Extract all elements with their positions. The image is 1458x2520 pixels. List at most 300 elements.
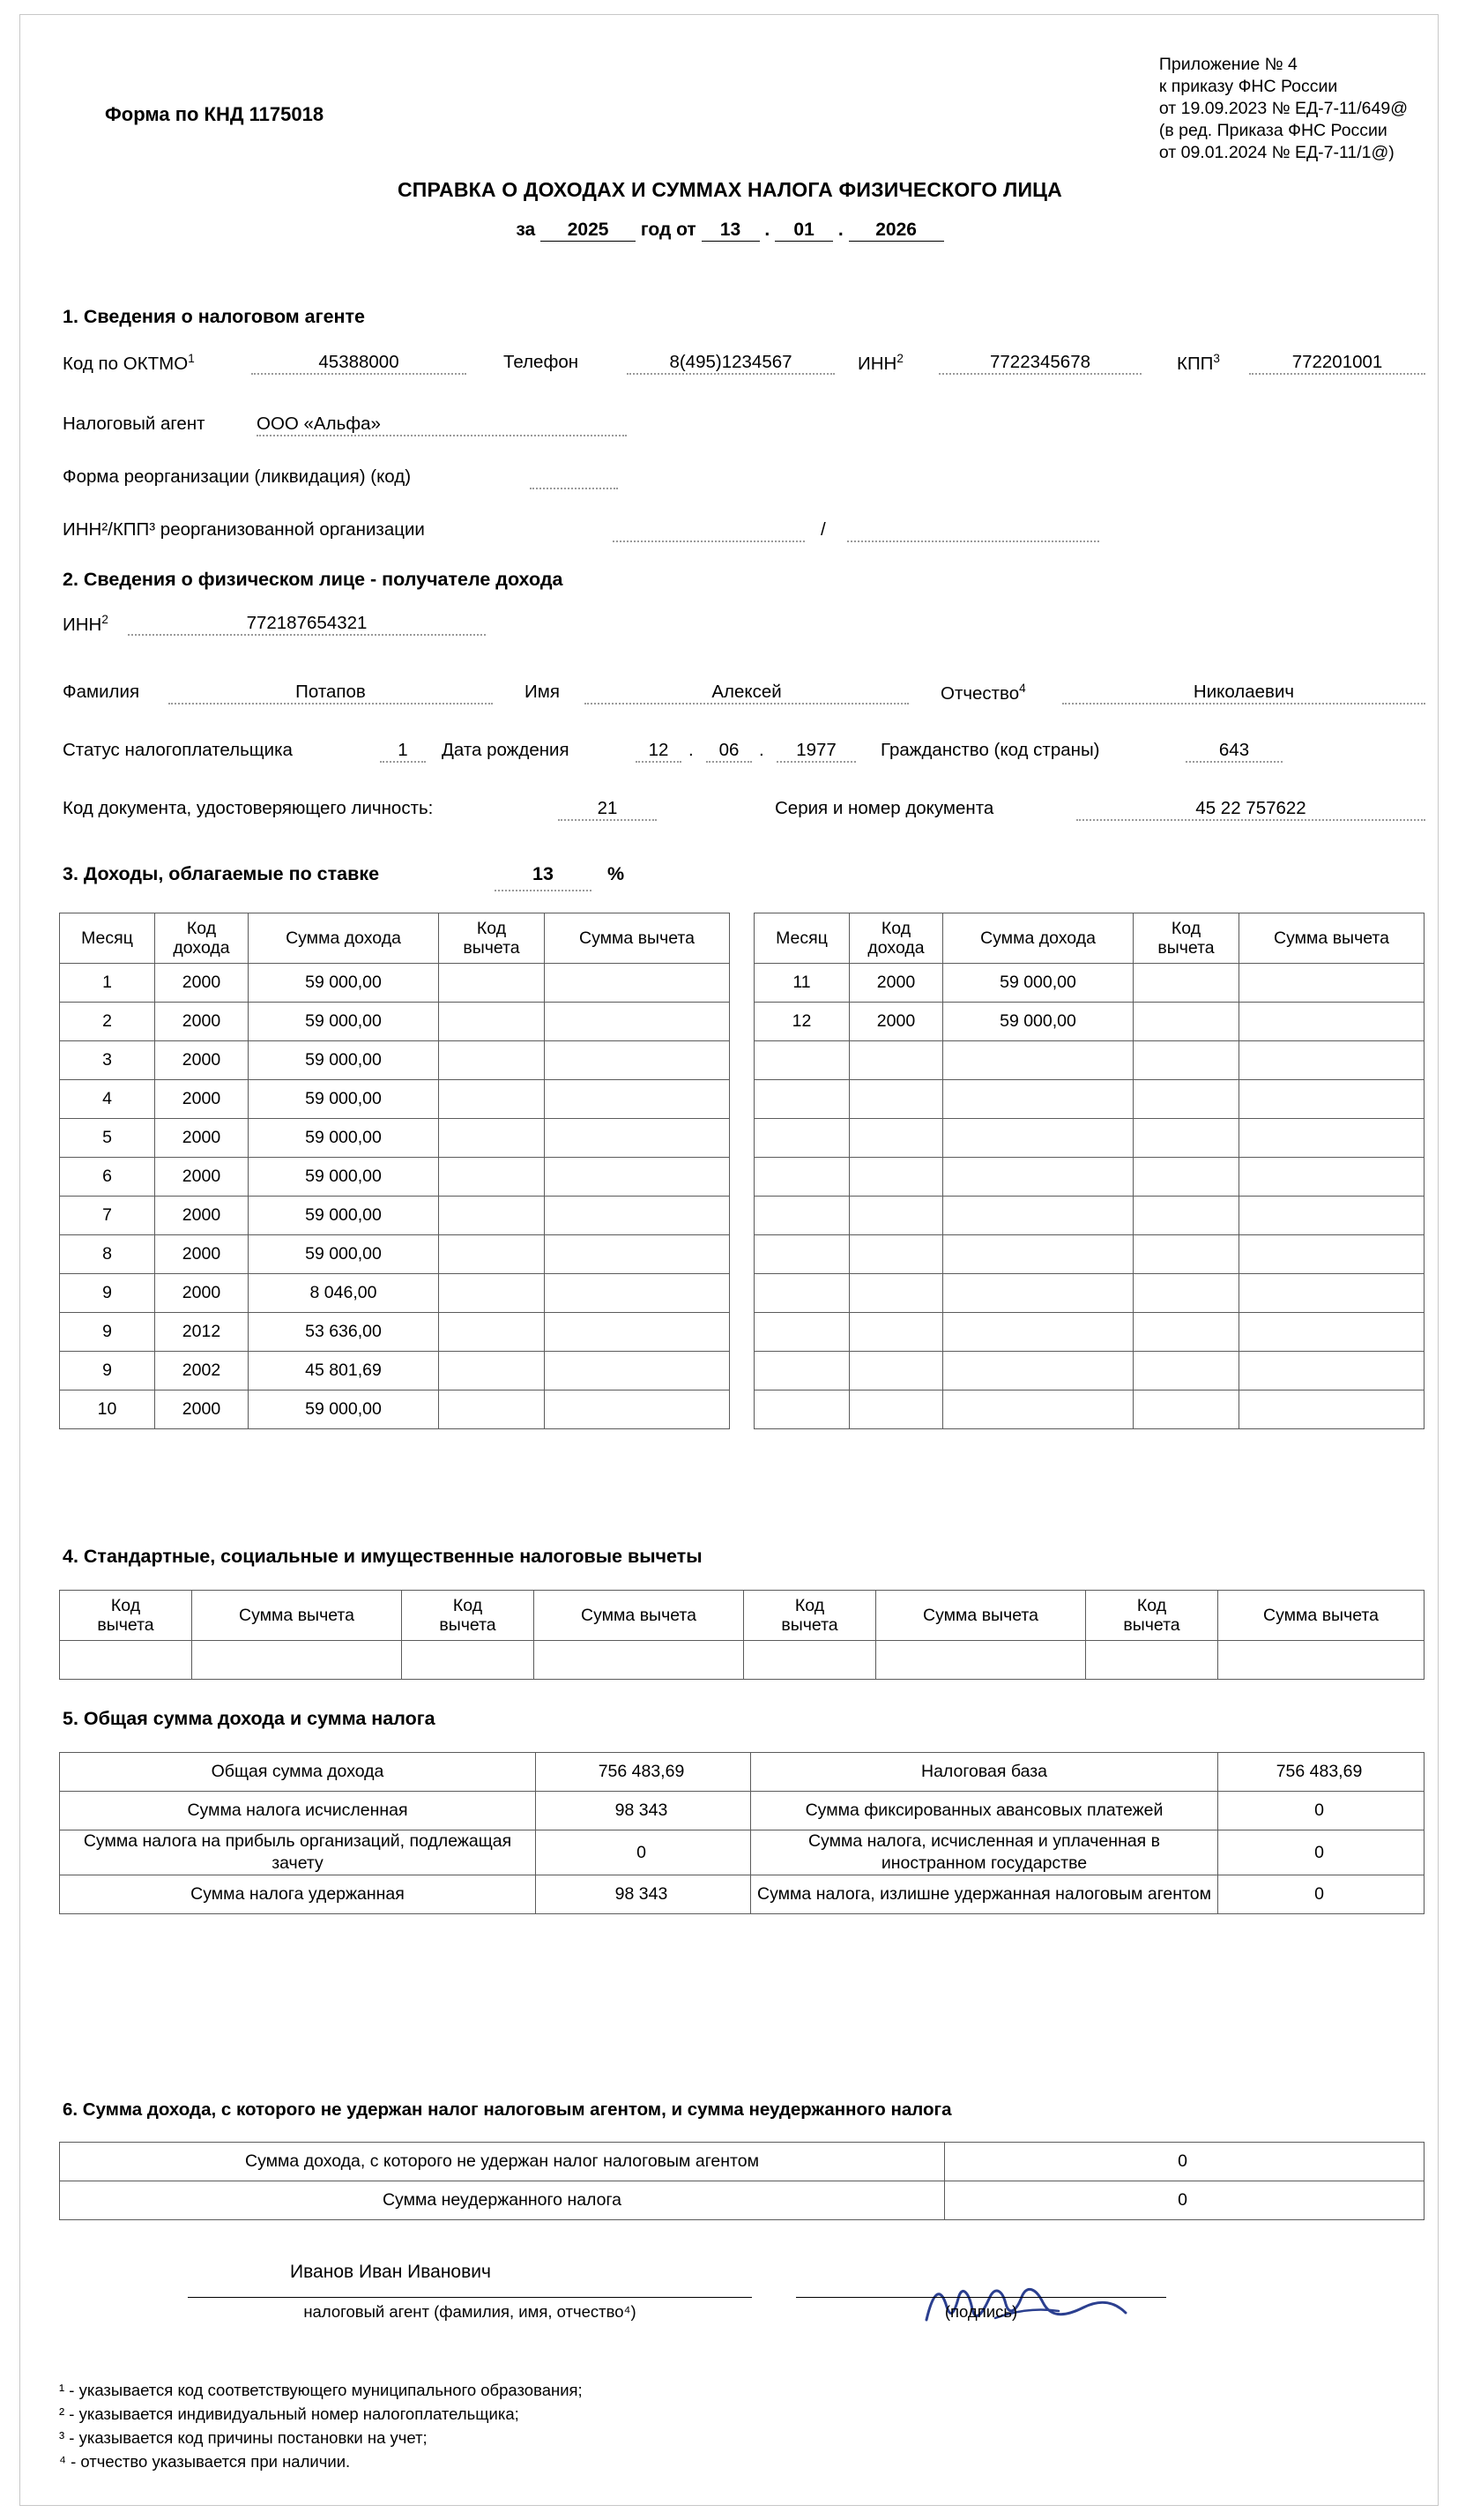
cell-month[interactable]: 7	[60, 1197, 155, 1235]
unwithheld-body	[60, 2143, 1425, 2220]
cell-income-sum[interactable]: 45 801,69	[249, 1352, 439, 1390]
table-row	[60, 1119, 730, 1158]
cell-deduction-sum[interactable]	[1239, 1352, 1425, 1390]
cell-month[interactable]: 8	[60, 1235, 155, 1274]
cell-income-sum[interactable]	[943, 1119, 1134, 1158]
cell-deduction-code[interactable]	[439, 1041, 545, 1080]
cell-income-code[interactable]: 2000	[155, 1003, 249, 1041]
patronymic-label-text: Отчество	[941, 682, 1020, 704]
birth-year-value[interactable]: 1977	[796, 740, 837, 760]
table-row	[60, 1390, 730, 1429]
total-label-right: Сумма фиксированных авансовых платежей	[751, 1792, 1218, 1830]
cell-income-code[interactable]	[850, 1390, 943, 1429]
agent-inn-value[interactable]: 7722345678	[989, 352, 1090, 372]
reorg-kpp-underline	[847, 541, 1099, 542]
cell-income-code[interactable]	[850, 1352, 943, 1390]
oktmo-footnote: 1	[188, 352, 195, 365]
cell-income-sum[interactable]: 8 046,00	[249, 1274, 439, 1313]
cell-deduction-sum[interactable]	[1239, 1313, 1425, 1352]
cell-deduction-code[interactable]	[439, 1274, 545, 1313]
table-row	[60, 2181, 1425, 2220]
agent-kpp-underline	[1249, 373, 1425, 375]
cell-deduction-sum[interactable]	[1239, 1235, 1425, 1274]
cell-month[interactable]: 4	[60, 1080, 155, 1119]
cell-income-code[interactable]: 2012	[155, 1313, 249, 1352]
cell-income-sum[interactable]	[943, 1352, 1134, 1390]
reorg-inn-kpp-label: ИНН²/КПП³ реорганизованной организации	[63, 519, 425, 540]
citizenship-underline	[1186, 761, 1283, 763]
unwithheld-table	[59, 2142, 1425, 2220]
cell-deduction-code[interactable]	[1134, 964, 1239, 1003]
agent-name-label: Налоговый агент	[63, 414, 205, 434]
total-value-right[interactable]: 756 483,69	[1218, 1753, 1425, 1792]
cell-deduction-code[interactable]	[1134, 1041, 1239, 1080]
cell-deduction-sum[interactable]	[1218, 1641, 1425, 1680]
birth-month-value[interactable]: 06	[718, 740, 740, 760]
totals-body	[60, 1753, 1425, 1914]
doc-code-label: Код документа, удостоверяющего личность:	[63, 798, 434, 818]
cell-deduction-code[interactable]	[60, 1641, 192, 1680]
section-2-title: 2. Сведения о физическом лице - получателе дохода	[63, 569, 563, 590]
footnotes-block	[59, 2378, 583, 2473]
cell-income-code[interactable]: 2000	[155, 1080, 249, 1119]
cell-deduction-sum[interactable]	[1239, 1274, 1425, 1313]
cell-deduction-code[interactable]	[402, 1641, 534, 1680]
cell-month[interactable]: 12	[755, 1003, 850, 1041]
cell-deduction-code[interactable]	[439, 1352, 545, 1390]
cell-month[interactable]: 3	[60, 1041, 155, 1080]
col-month: Месяц	[755, 913, 850, 964]
cell-deduction-code[interactable]	[439, 1080, 545, 1119]
cell-deduction-code[interactable]	[1134, 1313, 1239, 1352]
cell-month[interactable]: 9	[60, 1313, 155, 1352]
cell-deduction-sum[interactable]	[876, 1641, 1086, 1680]
agent-name-value[interactable]: ООО «Альфа»	[257, 414, 381, 434]
cell-income-code[interactable]: 2000	[850, 964, 943, 1003]
percent-sign: %	[607, 863, 625, 884]
oktmo-underline	[251, 373, 466, 375]
cell-income-sum[interactable]: 59 000,00	[943, 964, 1134, 1003]
agent-kpp-footnote: 3	[1213, 352, 1220, 365]
cell-month[interactable]	[755, 1235, 850, 1274]
patronymic-value[interactable]: Николаевич	[1193, 682, 1295, 702]
cell-deduction-sum[interactable]	[545, 1274, 730, 1313]
cell-income-sum[interactable]	[943, 1197, 1134, 1235]
rate-underline	[495, 890, 591, 891]
patronymic-label	[941, 682, 1026, 705]
cell-deduction-sum[interactable]	[1239, 1197, 1425, 1235]
date-year-value: 2026	[849, 220, 944, 242]
cell-deduction-code[interactable]	[439, 1390, 545, 1429]
cell-deduction-code[interactable]	[1134, 1119, 1239, 1158]
cell-deduction-sum[interactable]	[534, 1641, 744, 1680]
cell-month[interactable]	[755, 1080, 850, 1119]
total-value-left[interactable]: 0	[536, 1830, 751, 1875]
cell-income-code[interactable]	[850, 1313, 943, 1352]
table-row	[60, 1274, 730, 1313]
col-deduction-sum: Сумма вычета	[1218, 1591, 1425, 1641]
cell-deduction-code[interactable]	[439, 964, 545, 1003]
col-deduction-code: Код вычета	[744, 1591, 876, 1641]
cell-deduction-sum[interactable]	[545, 1041, 730, 1080]
table-row	[60, 1197, 730, 1235]
cell-income-code[interactable]	[850, 1041, 943, 1080]
cell-income-sum[interactable]	[943, 1235, 1134, 1274]
table-row	[755, 1119, 1425, 1158]
col-deduction-sum: Сумма вычета	[1239, 913, 1425, 964]
cell-income-sum[interactable]: 59 000,00	[249, 1390, 439, 1429]
income-table-right-body	[755, 964, 1425, 1429]
cell-month[interactable]: 5	[60, 1119, 155, 1158]
agent-name-signline	[188, 2297, 752, 2298]
cell-income-code[interactable]	[850, 1197, 943, 1235]
cell-deduction-code[interactable]	[1134, 1003, 1239, 1041]
table-row	[755, 1352, 1425, 1390]
agent-inn-underline	[939, 373, 1142, 375]
date-dot-2: .	[837, 220, 844, 240]
cell-deduction-sum[interactable]	[1239, 1390, 1425, 1429]
table-row	[60, 1792, 1425, 1830]
income-table-right	[754, 913, 1425, 1429]
agent-kpp-label	[1177, 352, 1220, 375]
birth-year-underline	[777, 761, 856, 763]
table-row	[60, 1641, 1425, 1680]
table-row	[60, 1830, 1425, 1875]
reorg-inn-underline	[613, 541, 805, 542]
table-row	[60, 1753, 1425, 1792]
knd-form-code: Форма по КНД 1175018	[105, 103, 324, 125]
cell-income-code[interactable]: 2000	[155, 1041, 249, 1080]
cell-month[interactable]: 2	[60, 1003, 155, 1041]
cell-month[interactable]: 6	[60, 1158, 155, 1197]
unwithheld-label: Сумма неудержанного налога	[60, 2181, 945, 2220]
birth-day-underline	[636, 761, 681, 763]
cell-deduction-sum[interactable]	[545, 1235, 730, 1274]
tax-rate-value[interactable]: 13	[532, 863, 554, 884]
table-row	[60, 1158, 730, 1197]
table-row	[60, 1235, 730, 1274]
cell-deduction-code[interactable]	[744, 1641, 876, 1680]
cell-income-sum[interactable]	[943, 1080, 1134, 1119]
taxpayer-status-underline	[380, 761, 426, 763]
document-period-line	[20, 220, 1439, 242]
cell-month[interactable]	[755, 1041, 850, 1080]
doc-number-label: Серия и номер документа	[775, 798, 994, 818]
cell-income-code[interactable]: 2000	[155, 1158, 249, 1197]
section-1-title: 1. Сведения о налоговом агенте	[63, 306, 366, 327]
cell-deduction-code[interactable]	[1134, 1274, 1239, 1313]
cell-income-code[interactable]	[850, 1080, 943, 1119]
cell-income-code[interactable]: 2000	[155, 1274, 249, 1313]
form-sheet	[19, 14, 1439, 2506]
cell-income-sum[interactable]: 59 000,00	[249, 1235, 439, 1274]
cell-month[interactable]	[755, 1313, 850, 1352]
cell-deduction-sum[interactable]	[1239, 964, 1425, 1003]
birthdate-label: Дата рождения	[442, 740, 569, 760]
person-inn-footnote: 2	[101, 613, 108, 626]
table-row	[60, 1875, 1425, 1914]
table-row	[755, 1390, 1425, 1429]
table-row	[755, 1313, 1425, 1352]
surname-underline	[168, 703, 493, 705]
col-income-code: Код дохода	[155, 913, 249, 964]
cell-income-code[interactable]: 2000	[155, 1119, 249, 1158]
phone-underline	[627, 373, 835, 375]
doc-number-underline	[1076, 819, 1425, 821]
doc-code-value[interactable]: 21	[597, 798, 618, 818]
unwithheld-label: Сумма дохода, с которого не удержан налог налоговым агентом	[60, 2143, 945, 2181]
table-row	[755, 1235, 1425, 1274]
cell-income-sum[interactable]: 59 000,00	[249, 1158, 439, 1197]
table-row	[60, 1352, 730, 1390]
cell-deduction-code[interactable]	[439, 1119, 545, 1158]
cell-deduction-sum[interactable]	[545, 1003, 730, 1041]
cell-deduction-sum[interactable]	[1239, 1158, 1425, 1197]
appendix-block	[1159, 54, 1408, 164]
col-month: Месяц	[60, 913, 155, 964]
cell-deduction-code[interactable]	[439, 1003, 545, 1041]
total-value-right[interactable]: 0	[1218, 1875, 1425, 1914]
cell-month[interactable]	[755, 1390, 850, 1429]
cell-deduction-sum[interactable]	[545, 1119, 730, 1158]
footnote-3: ³ - указывается код причины постановки на учет;	[59, 2428, 428, 2447]
cell-month[interactable]	[755, 1158, 850, 1197]
cell-deduction-sum[interactable]	[545, 1352, 730, 1390]
oktmo-value[interactable]: 45388000	[318, 352, 399, 372]
phone-value[interactable]: 8(495)1234567	[669, 352, 792, 372]
cell-month[interactable]: 1	[60, 964, 155, 1003]
signature-signline	[796, 2297, 1166, 2298]
patronymic-underline	[1062, 703, 1425, 705]
deductions-table	[59, 1590, 1425, 1680]
person-inn-label	[63, 613, 108, 636]
reorg-form-underline	[530, 488, 618, 489]
agent-signature-name: Иванов Иван Иванович	[290, 2262, 491, 2282]
citizenship-value[interactable]: 643	[1218, 740, 1250, 760]
appendix-line-3: от 19.09.2023 № ЕД-7-11/649@	[1158, 99, 1408, 118]
cell-income-sum[interactable]	[943, 1313, 1134, 1352]
col-deduction-sum: Сумма вычета	[192, 1591, 402, 1641]
total-label-left: Сумма налога исчисленная	[60, 1792, 536, 1830]
firstname-label: Имя	[524, 682, 560, 702]
cell-deduction-code[interactable]	[1134, 1235, 1239, 1274]
doc-number-value[interactable]: 45 22 757622	[1195, 798, 1306, 818]
cell-deduction-code[interactable]	[439, 1235, 545, 1274]
cell-month[interactable]: 9	[60, 1274, 155, 1313]
cell-income-code[interactable]	[850, 1235, 943, 1274]
citizenship-label: Гражданство (код страны)	[881, 740, 1100, 760]
cell-deduction-sum[interactable]	[545, 1313, 730, 1352]
deductions-header-row	[60, 1591, 1425, 1641]
col-income-sum: Сумма дохода	[249, 913, 439, 964]
table-row	[755, 1197, 1425, 1235]
table-row	[60, 1080, 730, 1119]
total-label-left: Сумма налога на прибыль организаций, подлежащая зачету	[60, 1830, 536, 1875]
total-value-right[interactable]: 0	[1218, 1792, 1425, 1830]
cell-deduction-code[interactable]	[1134, 1352, 1239, 1390]
section-4-title: 4. Стандартные, социальные и имущественные налоговые вычеты	[63, 1546, 703, 1567]
unwithheld-value[interactable]: 0	[945, 2143, 1425, 2181]
table-row	[60, 964, 730, 1003]
income-table-left-body	[60, 964, 730, 1429]
document-title: СПРАВКА О ДОХОДАХ И СУММАХ НАЛОГА ФИЗИЧЕСКОГО ЛИЦА	[397, 178, 1062, 201]
total-label-right: Сумма налога, излишне удержанная налоговым агентом	[751, 1875, 1218, 1914]
cell-income-sum[interactable]: 59 000,00	[249, 1003, 439, 1041]
cell-income-code[interactable]: 2000	[155, 1390, 249, 1429]
cell-month[interactable]	[755, 1197, 850, 1235]
cell-month[interactable]	[755, 1352, 850, 1390]
table-row	[60, 2143, 1425, 2181]
cell-deduction-sum[interactable]	[1239, 1080, 1425, 1119]
cell-deduction-code[interactable]	[439, 1197, 545, 1235]
cell-deduction-code[interactable]	[1134, 1390, 1239, 1429]
cell-income-code[interactable]	[850, 1158, 943, 1197]
col-deduction-code: Код вычета	[60, 1591, 192, 1641]
firstname-value[interactable]: Алексей	[711, 682, 782, 702]
person-inn-label-text: ИНН	[63, 614, 102, 635]
reorg-slash: /	[821, 519, 826, 540]
cell-deduction-code[interactable]	[1134, 1197, 1239, 1235]
oktmo-label	[63, 352, 195, 375]
col-deduction-code: Код вычета	[1134, 913, 1239, 964]
col-deduction-code: Код вычета	[402, 1591, 534, 1641]
cell-month[interactable]: 10	[60, 1390, 155, 1429]
totals-table	[59, 1752, 1425, 1914]
reorg-form-label: Форма реорганизации (ликвидация) (код)	[63, 466, 412, 487]
table-row	[755, 1003, 1425, 1041]
cell-income-code[interactable]: 2000	[850, 1003, 943, 1041]
cell-month[interactable]: 11	[755, 964, 850, 1003]
total-value-left[interactable]: 756 483,69	[536, 1753, 751, 1792]
cell-income-sum[interactable]: 59 000,00	[249, 1197, 439, 1235]
cell-income-sum[interactable]: 59 000,00	[249, 964, 439, 1003]
table-row	[755, 1158, 1425, 1197]
cell-deduction-code[interactable]	[1134, 1158, 1239, 1197]
cell-deduction-sum[interactable]	[192, 1641, 402, 1680]
col-deduction-sum: Сумма вычета	[534, 1591, 744, 1641]
cell-income-sum[interactable]: 59 000,00	[249, 1080, 439, 1119]
cell-deduction-sum[interactable]	[545, 1080, 730, 1119]
birth-day-value[interactable]: 12	[648, 740, 669, 760]
period-za-label: за	[516, 220, 536, 240]
cell-income-code[interactable]: 2000	[155, 1197, 249, 1235]
cell-deduction-sum[interactable]	[545, 1158, 730, 1197]
cell-deduction-code[interactable]	[1086, 1641, 1218, 1680]
cell-deduction-sum[interactable]	[1239, 1003, 1425, 1041]
total-value-left[interactable]: 98 343	[536, 1792, 751, 1830]
period-year-value: 2025	[540, 220, 636, 242]
cell-month[interactable]	[755, 1119, 850, 1158]
agent-inn-label-text: ИНН	[858, 353, 897, 374]
cell-deduction-code[interactable]	[439, 1158, 545, 1197]
col-deduction-code: Код вычета	[439, 913, 545, 964]
unwithheld-value[interactable]: 0	[945, 2181, 1425, 2220]
cell-income-code[interactable]: 2000	[155, 1235, 249, 1274]
table-row	[755, 1080, 1425, 1119]
cell-deduction-sum[interactable]	[1239, 1119, 1425, 1158]
agent-inn-footnote: 2	[896, 352, 904, 365]
cell-deduction-sum[interactable]	[545, 1390, 730, 1429]
period-god-ot-label: год от	[640, 220, 696, 240]
taxpayer-status-label: Статус налогоплательщика	[63, 740, 293, 760]
table-row	[755, 1274, 1425, 1313]
income-table-left-header-row	[60, 913, 730, 964]
cell-income-sum[interactable]	[943, 1274, 1134, 1313]
cell-income-code[interactable]	[850, 1274, 943, 1313]
surname-value[interactable]: Потапов	[295, 682, 366, 702]
table-row	[60, 1041, 730, 1080]
income-table-left	[59, 913, 730, 1429]
agent-name-caption: налоговый агент (фамилия, имя, отчество⁴)	[303, 2302, 636, 2321]
deductions-body	[60, 1641, 1425, 1680]
date-month-value: 01	[775, 220, 833, 242]
cell-income-sum[interactable]: 59 000,00	[249, 1041, 439, 1080]
agent-kpp-value[interactable]: 772201001	[1291, 352, 1383, 372]
section-3-title: 3. Доходы, облагаемые по ставке	[63, 863, 380, 884]
total-label-left: Общая сумма дохода	[60, 1753, 536, 1792]
signature-caption: (подпись)	[944, 2302, 1018, 2321]
firstname-underline	[584, 703, 909, 705]
cell-deduction-sum[interactable]	[545, 1197, 730, 1235]
cell-income-code[interactable]: 2000	[155, 964, 249, 1003]
cell-income-sum[interactable]	[943, 1158, 1134, 1197]
col-income-code: Код дохода	[850, 913, 943, 964]
agent-inn-label	[858, 352, 904, 375]
col-deduction-sum: Сумма вычета	[876, 1591, 1086, 1641]
cell-income-sum[interactable]: 53 636,00	[249, 1313, 439, 1352]
surname-label: Фамилия	[63, 682, 140, 702]
table-row	[755, 1041, 1425, 1080]
oktmo-label-text: Код по ОКТМО	[63, 353, 189, 374]
footnote-2: ² - указывается индивидуальный номер налогоплательщика;	[59, 2404, 519, 2423]
cell-income-sum[interactable]: 59 000,00	[249, 1119, 439, 1158]
agent-name-underline	[257, 435, 627, 436]
total-value-left[interactable]: 98 343	[536, 1875, 751, 1914]
appendix-line-5: от 09.01.2024 № ЕД-7-11/1@)	[1158, 143, 1395, 162]
doc-code-underline	[558, 819, 657, 821]
patronymic-footnote: 4	[1019, 682, 1026, 695]
phone-label: Телефон	[503, 352, 579, 372]
appendix-line-1: Приложение № 4	[1158, 55, 1298, 74]
person-inn-value[interactable]: 772187654321	[246, 613, 368, 633]
cell-income-code[interactable]: 2002	[155, 1352, 249, 1390]
table-row	[60, 1313, 730, 1352]
cell-month[interactable]	[755, 1274, 850, 1313]
taxpayer-status-value[interactable]: 1	[398, 740, 408, 760]
agent-kpp-label-text: КПП	[1177, 353, 1214, 374]
total-value-right[interactable]: 0	[1218, 1830, 1425, 1875]
cell-deduction-code[interactable]	[1134, 1080, 1239, 1119]
total-label-right: Сумма налога, исчисленная и уплаченная в иностранном государстве	[751, 1830, 1218, 1875]
section-6-title: 6. Сумма дохода, с которого не удержан налог налоговым агентом, и сумма неудержанного налога	[63, 2099, 952, 2120]
table-row	[755, 964, 1425, 1003]
cell-income-sum[interactable]	[943, 1390, 1134, 1429]
appendix-line-2: к приказу ФНС России	[1158, 77, 1338, 96]
col-deduction-sum: Сумма вычета	[545, 913, 730, 964]
cell-deduction-code[interactable]	[439, 1313, 545, 1352]
cell-deduction-sum[interactable]	[545, 964, 730, 1003]
col-deduction-code: Код вычета	[1086, 1591, 1218, 1641]
table-row	[60, 1003, 730, 1041]
cell-income-code[interactable]	[850, 1119, 943, 1158]
person-inn-underline	[128, 634, 486, 636]
date-day-value: 13	[702, 220, 760, 242]
cell-income-sum[interactable]: 59 000,00	[943, 1003, 1134, 1041]
cell-deduction-sum[interactable]	[1239, 1041, 1425, 1080]
cell-month[interactable]: 9	[60, 1352, 155, 1390]
income-table-right-header-row	[755, 913, 1425, 964]
cell-income-sum[interactable]	[943, 1041, 1134, 1080]
